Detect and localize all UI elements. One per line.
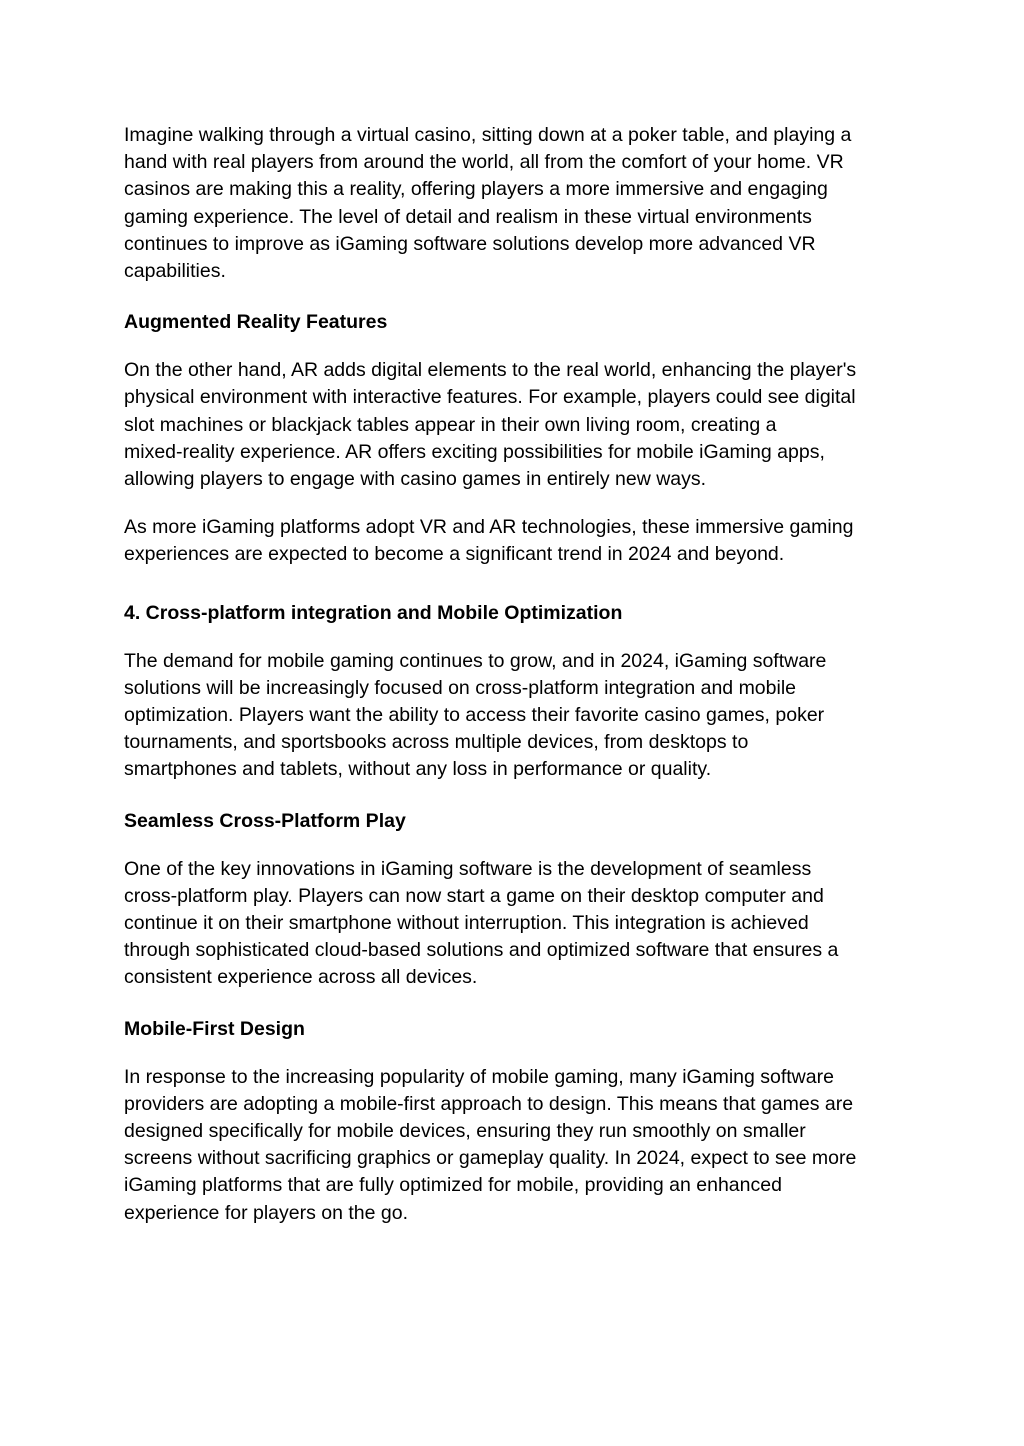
paragraph-mobile-first: In response to the increasing popularity of mobile gaming, many iGaming software providers are adopting a mobile-first approach to design. This means that games are designed specifically for mobile devices, ensuring they run smoothly on smaller screens without sacrificing graphics or gameplay quality. In 2024, expect to see more iGaming platforms that are fully optimized for mobile, providing an enhanced experience for players on the go. [124,1065,857,1224]
paragraph-ar-adoption: As more iGaming platforms adopt VR and AR technologies, these immersive gaming experiences are expected to become a significant trend in 2024 and beyond. [124,516,854,566]
heading-mobile-first: Mobile-First Design [124,1017,305,1040]
heading-seamless-play: Seamless Cross-Platform Play [124,809,406,832]
paragraph-ar-elements: On the other hand, AR adds digital elements to the real world, enhancing the player's physical environment with interactive features. For example, players could see digital slot machines or blackjack tables appear in their own living room, creating a mixed-reality experience. AR offers exciting possibilities for mobile iGaming apps, allowing players to engage with casino games in entirely new ways. [124,359,857,491]
heading-cross-platform: 4. Cross-platform integration and Mobile Optimization [124,601,623,624]
heading-augmented-reality: Augmented Reality Features [124,311,388,334]
paragraph-mobile-demand: The demand for mobile gaming continues to grow, and in 2024, iGaming software solutions will be increasingly focused on cross-platform integration and mobile optimization. Players want the ability to access their favorite casino games, poker tournaments, and sportsbooks across multiple devices, from desktops to smartphones and tablets, without any loss in performance or quality. [124,649,827,781]
paragraph-seamless-play: One of the key innovations in iGaming software is the development of seamless cross-platform play. Players can now start a game on their desktop computer and continue it on their smartphone without interruption. This integration is achieved through sophisticated cloud-based solutions and optimized software that ensures a consistent experience across all devices. [124,857,839,989]
paragraph-vr-casinos: Imagine walking through a virtual casino, sitting down at a poker table, and playing a hand with real players from around the world, all from the comfort of your home. VR casinos are making this a reality, offering players a more immersive and engaging gaming experience. The level of detail and realism in these virtual environments continues to improve as iGaming software solutions develop more advanced VR capabilities. [124,124,852,283]
document-page [124,122,914,1227]
